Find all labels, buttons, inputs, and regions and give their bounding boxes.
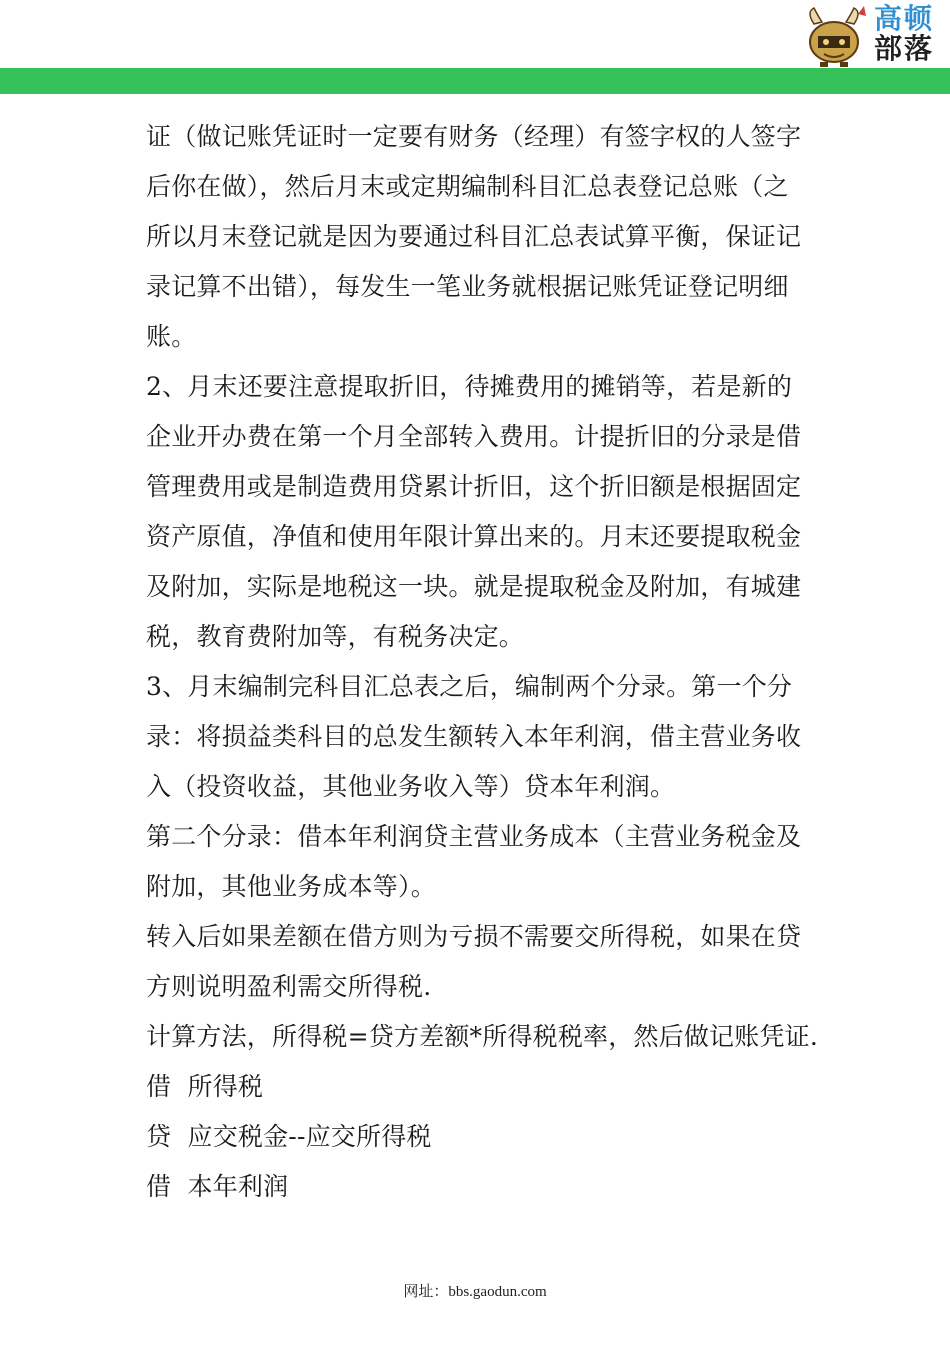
header-accent-bar bbox=[0, 68, 950, 94]
footer-url: 网址：bbs.gaodun.com bbox=[403, 1284, 547, 1300]
text-line: 资产原值，净值和使用年限计算出来的。月末还要提取税金 bbox=[146, 522, 802, 551]
text-line: 及附加，实际是地税这一块。就是提取税金及附加，有城建 bbox=[146, 572, 802, 601]
text-line: 2、月末还要注意提取折旧，待摊费用的摊销等，若是新的 bbox=[146, 372, 793, 401]
text-line: 计算方法，所得税=贷方差额*所得税税率，然后做记账凭证. bbox=[146, 1022, 818, 1051]
text-line: 入（投资收益，其他业务收入等）贷本年利润。 bbox=[146, 772, 676, 801]
text-line: 证（做记账凭证时一定要有财务（经理）有签字权的人签字 bbox=[146, 122, 802, 151]
document-body bbox=[146, 112, 816, 1212]
text-line: 所以月末登记就是因为要通过科目汇总表试算平衡，保证记 bbox=[146, 222, 802, 251]
logo-text-top: 高顿 bbox=[874, 2, 935, 35]
text-line: 转入后如果差额在借方则为亏损不需要交所得税，如果在贷 bbox=[146, 922, 802, 951]
text-line: 后你在做），然后月末或定期编制科目汇总表登记总账（之 bbox=[146, 172, 789, 201]
logo-text-bottom: 部落 bbox=[874, 32, 935, 65]
page-header bbox=[0, 0, 950, 70]
text-line: 方则说明盈利需交所得税. bbox=[146, 972, 432, 1001]
text-line: 借 所得税 bbox=[146, 1072, 264, 1101]
text-line: 第二个分录：借本年利润贷主营业务成本（主营业务税金及 bbox=[146, 822, 802, 851]
text-line: 贷 应交税金--应交所得税 bbox=[146, 1122, 432, 1151]
text-line: 录：将损益类科目的总发生额转入本年利润，借主营业务收 bbox=[146, 722, 802, 751]
text-line: 附加，其他业务成本等）。 bbox=[146, 872, 436, 901]
gaodun-logo bbox=[800, 2, 940, 68]
text-line: 借 本年利润 bbox=[146, 1172, 289, 1201]
text-line: 税，教育费附加等，有税务决定。 bbox=[146, 622, 525, 651]
text-line: 管理费用或是制造费用贷累计折旧，这个折旧额是根据固定 bbox=[146, 472, 802, 501]
text-line: 3、月末编制完科目汇总表之后，编制两个分录。第一个分 bbox=[146, 672, 793, 701]
text-line: 账。 bbox=[146, 322, 197, 351]
text-line: 录记算不出错），每发生一笔业务就根据记账凭证登记明细 bbox=[146, 272, 789, 301]
text-line: 企业开办费在第一个月全部转入费用。计提折旧的分录是借 bbox=[146, 422, 802, 451]
